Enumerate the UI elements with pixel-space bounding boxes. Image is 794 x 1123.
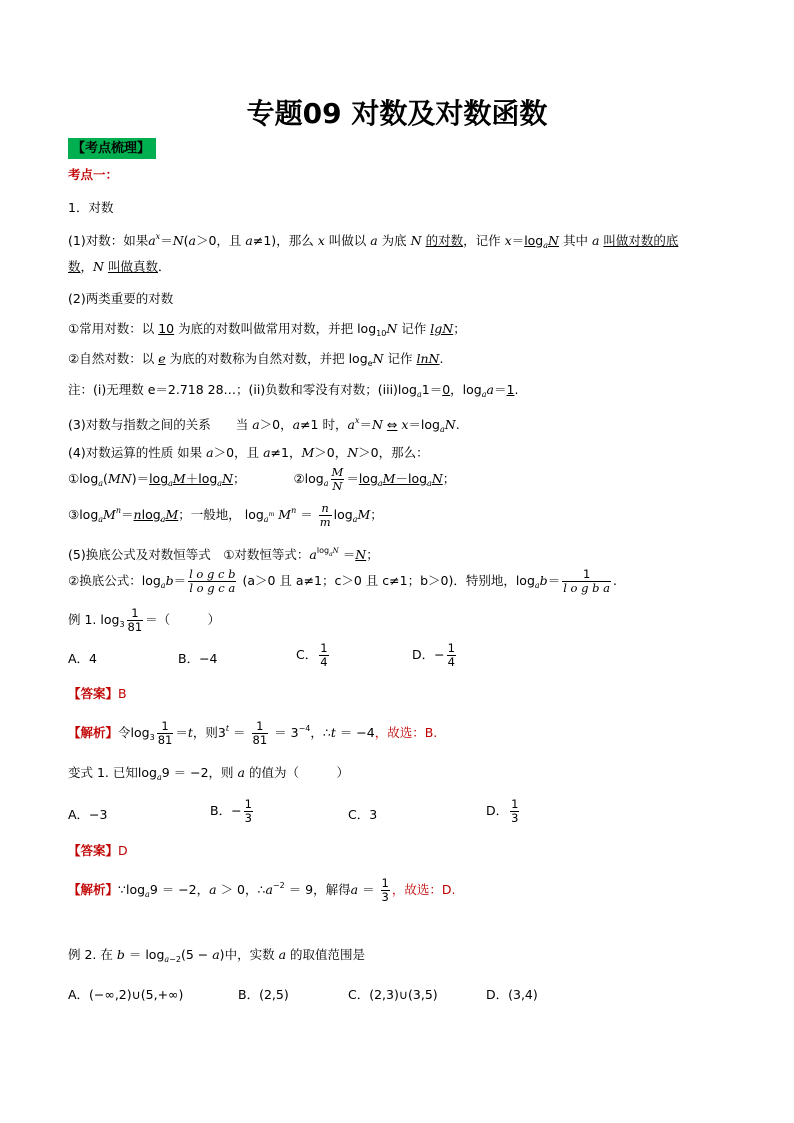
- example-2-option-a: A．(−∞,2)∪(5,+∞): [68, 987, 184, 1002]
- log-properties-line-1: $①\log_a(MN)=\log_aM+\log_aN$； $②\log_a$ $\frac{M}{N}$ $=\log_aM-\log_aN$；: [68, 465, 456, 493]
- change-of-base-line: ②换底公式：$\log_ab=$ $\frac{\text{l o g c b}}{\text{l o g c a}}$ (a＞0 且 a≠1；c＞0 且 c≠1；b＞0)．特别地，$\log_ab=$ $\frac{1}{\text{l o g b a}}$ .: [68, 567, 617, 595]
- variant-1-option-d: D． $\frac{1}{3}$: [486, 797, 519, 825]
- natural-log-line: ②自然对数：以 e 为底的对数称为自然对数，并把 $\log_eN$ 记作 lnN.: [68, 351, 444, 368]
- variant-1-option-a: A．−3: [68, 807, 108, 822]
- example-2-option-d: D．(3,4): [486, 987, 538, 1002]
- example-1-answer: 【答案】B: [68, 686, 127, 701]
- example-2-option-b: B．(2,5): [238, 987, 289, 1002]
- common-log-line: ①常用对数：以 10 为底的对数叫做常用对数，并把 $\log_{10}N$ 记作 lgN；: [68, 321, 466, 338]
- variant-1-solution: 【解析】$\because\log_a9 = -2$，a ＞ 0，$\therefore a^{-2} = 9$，解得a ＝ $\frac{1}{3}$ ，故选：D.: [68, 876, 456, 904]
- section-3-line: (3)对数与指数之间的关系 当 a＞0，a≠1 时，$a^x=N$ ⇔ $x=\log_aN$.: [68, 416, 460, 434]
- variant-1-question: 变式 1. 已知$\log_a9 = -2$，则 a 的值为（ ）: [68, 765, 349, 782]
- section-1-heading: 1．对数: [68, 200, 114, 215]
- section-4-line: (4)对数运算的性质 如果 a＞0，且 a≠1，M＞0，N＞0，那么：: [68, 445, 429, 460]
- example-1-option-b: B．−4: [178, 651, 218, 666]
- variant-1-answer: 【答案】D: [68, 843, 128, 858]
- section-5-line: (5)换底公式及对数恒等式 ①对数恒等式：$a^{log_aN} =N$；: [68, 546, 379, 562]
- section-tag: 【考点梳理】: [68, 138, 156, 159]
- example-1-question: 例 1. $\log_3$ $\frac{1}{81}$ ＝（ ）: [68, 606, 221, 634]
- log-properties-line-2: $③\log_aM^n=nlog_aM$；一般地， $\log_{a^m} M^n$ ＝ $\frac{n}{m}$ $\log_aM$；: [68, 501, 383, 529]
- definition-line-1: (1)对数：如果$a^x=N(a>0$，且 a≠1)，那么 x 叫做以 a 为底 N 的对数，记作 $x=\log_aN$ 其中 a 叫做对数的底: [68, 232, 679, 250]
- example-1-option-c: C． $\frac{1}{4}$: [296, 641, 328, 669]
- note-line: 注：(i)无理数 e＝2.718 28…；(ii)负数和零没有对数；$(iii)\log_a1=0$，$\log_aa=1$.: [68, 382, 519, 399]
- variant-1-option-c: C．3: [348, 807, 378, 822]
- example-1-solution: 【解析】令$\log_3$ $\frac{1}{81}$ ＝t，则$3^t$ ＝ $\frac{1}{81}$ ＝ $3^{-4}$，∴t ＝ −4，故选：B.: [68, 719, 438, 747]
- example-2-option-c: C．(2,3)∪(3,5): [348, 987, 438, 1002]
- example-1-option-a: A．4: [68, 651, 98, 666]
- page-title: 专题09 对数及对数函数: [246, 97, 548, 130]
- definition-line-2: 数，N 叫做真数．: [68, 259, 171, 274]
- section-2-heading: (2)两类重要的对数: [68, 291, 174, 306]
- example-2-question: 例 2. 在 $b = \log_{a-2}(5 - a)$中，实数 a 的取值范围是: [68, 947, 366, 964]
- point-heading: 考点一：: [68, 167, 119, 182]
- variant-1-option-b: B．− $\frac{1}{3}$: [210, 797, 252, 825]
- example-1-option-d: D．− $\frac{1}{4}$: [412, 641, 455, 669]
